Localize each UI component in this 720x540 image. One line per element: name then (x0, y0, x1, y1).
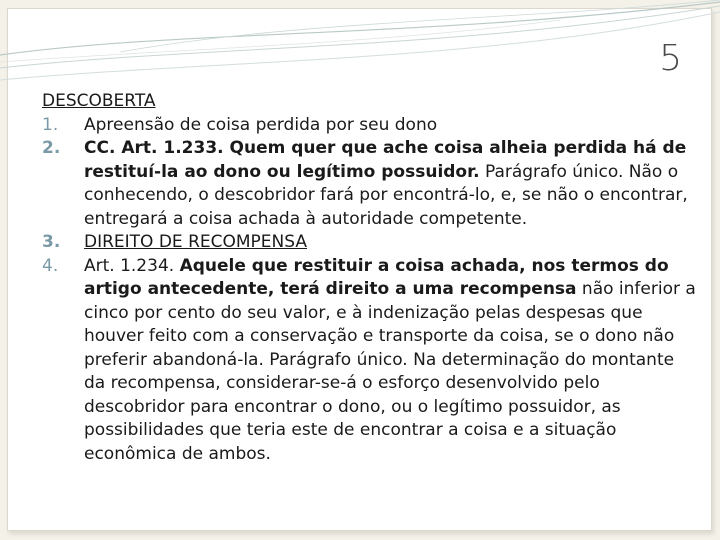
item-number: 1. (42, 114, 59, 135)
item-list (42, 114, 698, 467)
item-lead-text: Art. 1.234. (84, 255, 180, 276)
item-body (84, 255, 698, 467)
list-item (42, 231, 698, 255)
page-number: 5 (659, 38, 682, 79)
item-bold-text: CC. Art. 1.233. Quem quer que ache coisa alheia perdida há de restituí-la ao dono ou legítimo possuidor. (84, 138, 687, 182)
item-text: Parágrafo único. Não o conhecendo, o descobridor fará por encontrá-lo, e, se não o encontrar, entregará a coisa achada à autoridade competente. (84, 161, 688, 229)
list-item (42, 255, 698, 467)
item-body (84, 137, 698, 231)
item-bold-text: Aquele que restituir a coisa achada, nos termos do artigo antecedente, terá direito a uma recompensa (84, 255, 669, 299)
item-number: 4. (42, 255, 59, 276)
list-item (42, 114, 698, 138)
slide-content (42, 90, 698, 466)
item-number: 2. (42, 138, 61, 158)
item-text: não inferior a cinco por cento do seu valor, e à indenização pelas despesas que houver feito com a conservação e transporte da coisa, se o dono não preferir abandoná-la. Parágrafo único. Na determinação do montante da recompensa, considerar-se-á o esforço desenvolvido pelo descobridor para encontrar o dono, ou o legítimo possuidor, as possibilidades que teria este de encontrar a coisa e a situação econômica de ambos. (84, 279, 696, 464)
item-number: 3. (42, 232, 61, 252)
list-item (42, 137, 698, 231)
section-heading: DESCOBERTA (42, 91, 156, 111)
item-text: DIREITO DE RECOMPENSA (84, 232, 307, 252)
decorative-swoosh (0, 0, 720, 90)
item-text: Apreensão de coisa perdida por seu dono (84, 114, 438, 135)
